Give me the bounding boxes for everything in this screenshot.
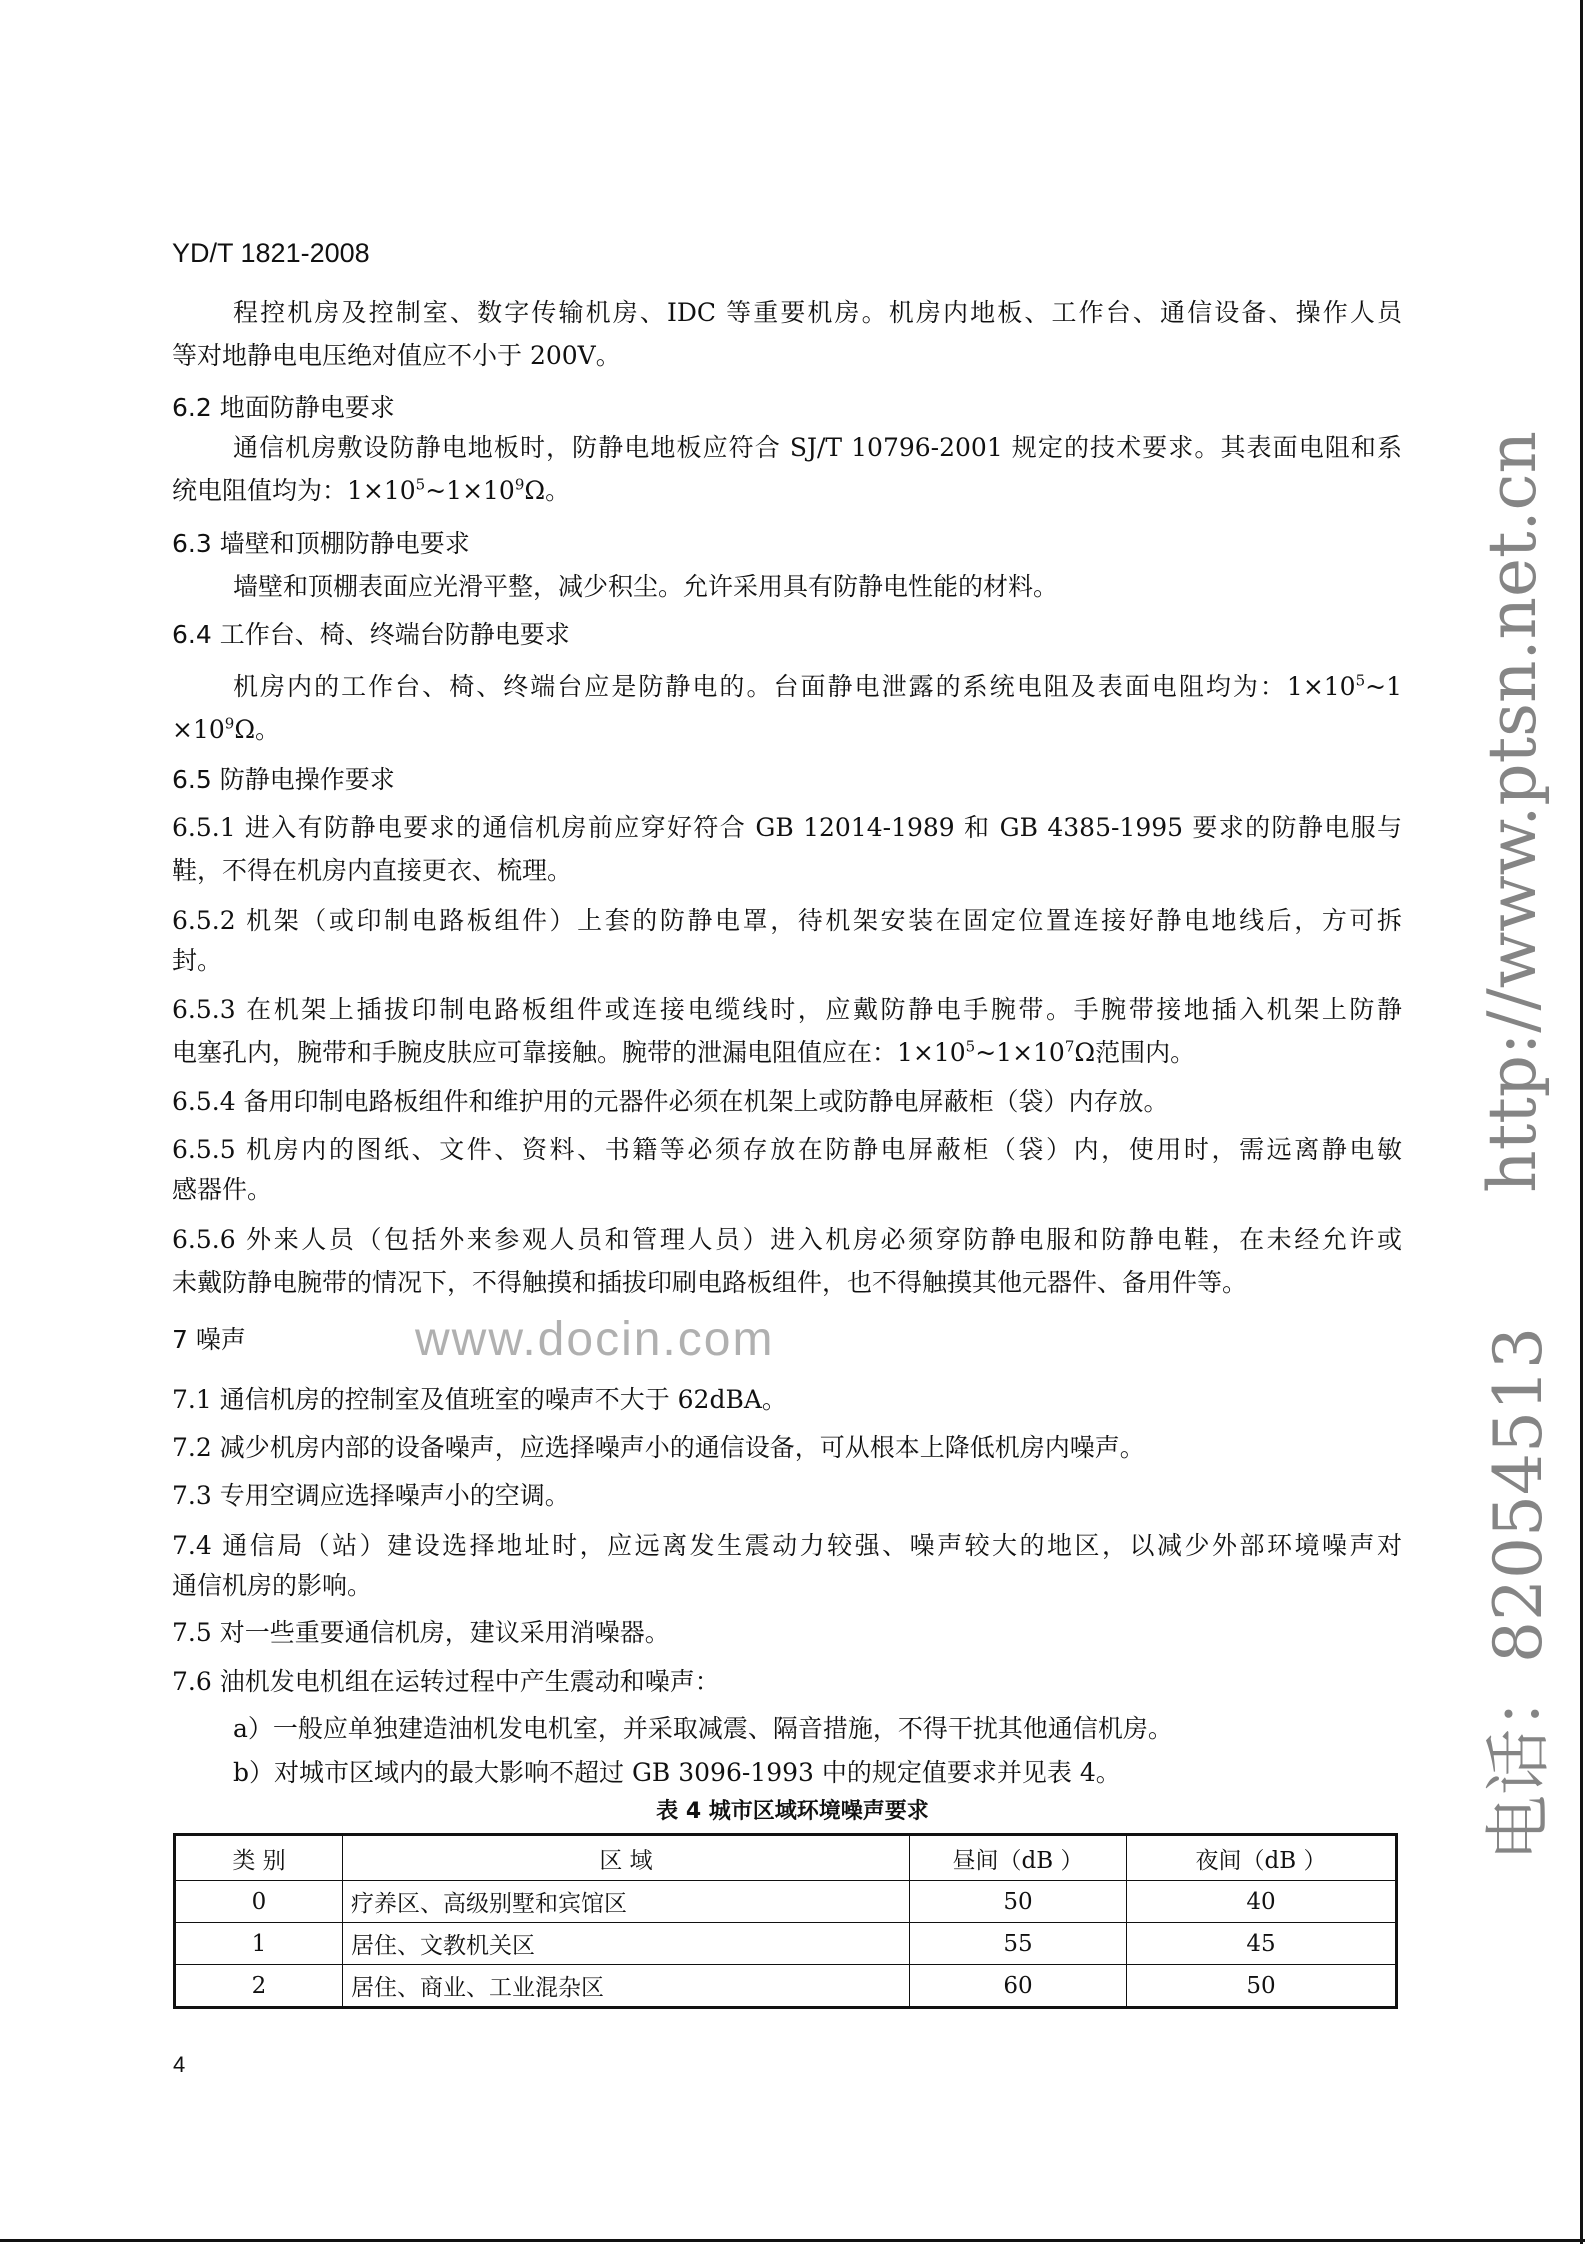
paragraph-line (172, 714, 280, 746)
paragraph-line: 封。 (172, 946, 223, 975)
page-border-bottom (0, 2239, 1585, 2242)
paragraph-line: 6.5.5 机房内的图纸、文件、资料、书籍等必须存放在防静电屏蔽柜（袋）内，使用时，需远离静电敏 (172, 1135, 1402, 1164)
paragraph-line: 程控机房及控制室、数字传输机房、IDC 等重要机房。机房内地板、工作台、通信设备、操作人员 (233, 298, 1402, 327)
table-header-row (175, 1835, 1397, 1881)
paragraph-line: 7.2 减少机房内部的设备噪声，应选择噪声小的通信设备，可从根本上降低机房内噪声。 (172, 1433, 1145, 1462)
noise-requirements-table (173, 1833, 1398, 2009)
cell: 50 (910, 1881, 1127, 1923)
cell: 居住、商业、工业混杂区 (343, 1965, 910, 2008)
paragraph-line: 7.6 油机发电机组在运转过程中产生震动和噪声： (172, 1667, 720, 1696)
paragraph-line: 6.5.2 机架（或印制电路板组件）上套的防静电罩，待机架安装在固定位置连接好静电地线后，方可拆 (172, 906, 1402, 935)
cell: 0 (175, 1881, 343, 1923)
exponent: 5 (415, 475, 426, 494)
section-heading-7: 7 噪声 (172, 1325, 246, 1354)
exponent: 7 (1064, 1037, 1075, 1056)
paragraph-line: 7.1 通信机房的控制室及值班室的噪声不大于 62dBA。 (172, 1385, 787, 1414)
paragraph-line (233, 671, 1402, 703)
cell: 居住、文教机关区 (343, 1923, 910, 1965)
paragraph-line: 等对地静电电压绝对值应不小于 200V。 (172, 341, 621, 370)
cell: 60 (910, 1965, 1127, 2008)
paragraph-line (172, 475, 570, 507)
section-heading-6-5: 6.5 防静电操作要求 (172, 765, 395, 794)
column-header: 昼间（dB ） (910, 1835, 1127, 1881)
paragraph-line: 鞋，不得在机房内直接更衣、梳理。 (172, 856, 573, 885)
section-heading-6-4: 6.4 工作台、椅、终端台防静电要求 (172, 620, 570, 649)
vertical-watermark (1472, 431, 1557, 1861)
paragraph-line: 通信机房的影响。 (172, 1571, 373, 1600)
paragraph-line: a）一般应单独建造油机发电机室，并采取减震、隔音措施，不得干扰其他通信机房。 (233, 1714, 1173, 1743)
table-title: 表 4 城市区域环境噪声要求 (656, 1799, 929, 1824)
text: Ω。 (524, 476, 571, 505)
paragraph-line: 6.5.3 在机架上插拔印制电路板组件或连接电缆线时，应戴防静电手腕带。手腕带接地插入机架上防静 (172, 995, 1402, 1024)
text: ~1×10 (975, 1038, 1065, 1067)
exponent: 5 (965, 1037, 976, 1056)
paragraph-line: 7.3 专用空调应选择噪声小的空调。 (172, 1481, 570, 1510)
text: Ω。 (234, 715, 281, 744)
table-row (175, 1881, 1397, 1923)
cell: 2 (175, 1965, 343, 2008)
exponent: 5 (1355, 671, 1366, 690)
exponent: 9 (224, 714, 235, 733)
cell: 45 (1127, 1923, 1397, 1965)
exponent: 9 (514, 475, 525, 494)
page-number: 4 (173, 2052, 186, 2077)
paragraph-line: 感器件。 (172, 1175, 273, 1204)
section-heading-6-3: 6.3 墙壁和顶棚防静电要求 (172, 529, 470, 558)
text: ~1 (1365, 672, 1402, 701)
cell: 40 (1127, 1881, 1397, 1923)
paragraph-line: 未戴防静电腕带的情况下，不得触摸和插拔印刷电路板组件，也不得触摸其他元器件、备用件等。 (172, 1268, 1248, 1297)
url-watermark: http://www.ptsn.net.cn (1473, 431, 1551, 1193)
paragraph-line: 通信机房敷设防静电地板时，防静电地板应符合 SJ/T 10796-2001 规定的技术要求。其表面电阻和系 (233, 433, 1402, 462)
text: 电塞孔内，腕带和手腕皮肤应可靠接触。腕带的泄漏电阻值应在：1×10 (172, 1038, 966, 1067)
cell: 1 (175, 1923, 343, 1965)
paragraph-line (172, 1037, 1195, 1069)
column-header: 类 别 (175, 1835, 343, 1881)
docin-watermark: www.docin.com (415, 1313, 775, 1366)
section-heading-6-2: 6.2 地面防静电要求 (172, 393, 395, 422)
text: Ω范围内。 (1074, 1038, 1196, 1067)
paragraph-line: 6.5.6 外来人员（包括外来参观人员和管理人员）进入机房必须穿防静电服和防静电鞋，在未经允许或 (172, 1225, 1402, 1254)
cell: 疗养区、高级别墅和宾馆区 (343, 1881, 910, 1923)
paragraph-line: b）对城市区域内的最大影响不超过 GB 3096-1993 中的规定值要求并见表 4。 (233, 1758, 1121, 1787)
paragraph-line: 7.4 通信局（站）建设选择地址时，应远离发生震动力较强、噪声较大的地区，以减少外部环境噪声对 (172, 1531, 1402, 1560)
cell: 55 (910, 1923, 1127, 1965)
column-header: 区 域 (343, 1835, 910, 1881)
table-row (175, 1923, 1397, 1965)
paragraph-line: 6.5.4 备用印制电路板组件和维护用的元器件必须在机架上或防静电屏蔽柜（袋）内存放。 (172, 1087, 1169, 1116)
paragraph-line: 墙壁和顶棚表面应光滑平整，减少积尘。允许采用具有防静电性能的材料。 (233, 572, 1059, 601)
cell: 50 (1127, 1965, 1397, 2008)
table-row (175, 1965, 1397, 2008)
page-border-right (1580, 0, 1583, 2244)
phone-watermark: 电话：82054513 (1479, 1327, 1557, 1861)
text: 统电阻值均为：1×10 (172, 476, 416, 505)
paragraph-line: 6.5.1 进入有防静电要求的通信机房前应穿好符合 GB 12014-1989 和 GB 4385-1995 要求的防静电服与 (172, 813, 1402, 842)
text: 机房内的工作台、椅、终端台应是防静电的。台面静电泄露的系统电阻及表面电阻均为：1×10 (233, 672, 1356, 701)
text: ×10 (172, 715, 225, 744)
text: ~1×10 (425, 476, 515, 505)
column-header: 夜间（dB ） (1127, 1835, 1397, 1881)
paragraph-line: 7.5 对一些重要通信机房，建议采用消噪器。 (172, 1618, 670, 1647)
document-code: YD/T 1821-2008 (172, 238, 370, 268)
